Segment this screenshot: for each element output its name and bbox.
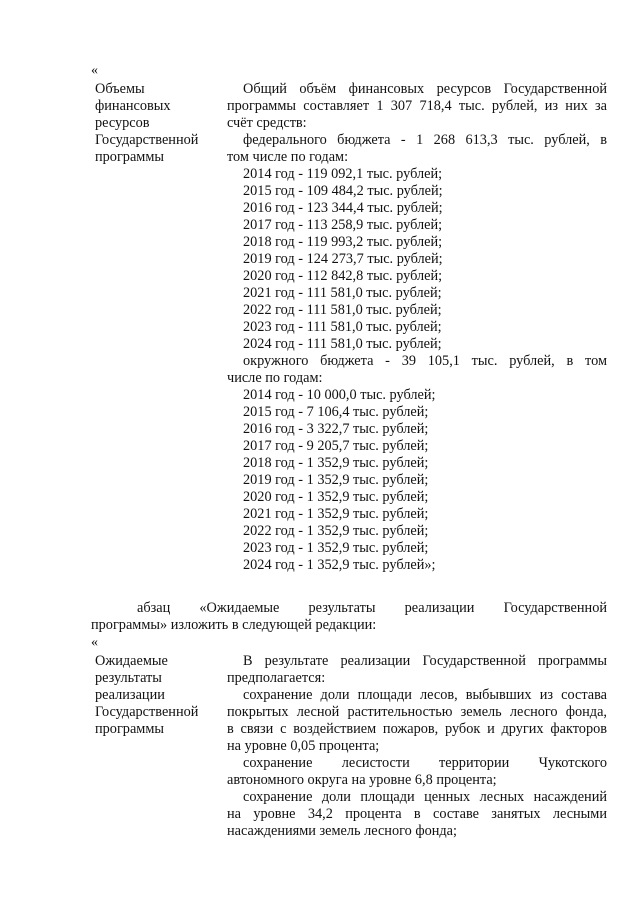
federal-line: том числе по годам:: [227, 149, 349, 165]
label-line: Государственной: [95, 704, 199, 720]
label-line: Ожидаемые: [95, 653, 168, 669]
intro-line: счёт средств:: [227, 115, 307, 131]
instruction-line: абзац «Ожидаемые результаты реализации Государственной: [137, 600, 607, 616]
federal-year: 2016 год - 123 344,4 тыс. рублей;: [243, 200, 443, 216]
result-line: сохранение доли площади лесов, выбывших из состава: [243, 687, 607, 703]
instruction-line: программы» изложить в следующей редакции:: [91, 617, 377, 633]
federal-year: 2021 год - 111 581,0 тыс. рублей;: [243, 285, 442, 301]
okrug-year: 2022 год - 1 352,9 тыс. рублей;: [243, 523, 429, 539]
okrug-year: 2018 год - 1 352,9 тыс. рублей;: [243, 455, 429, 471]
result-line: В результате реализации Государственной программы: [243, 653, 607, 669]
result-line: предполагается:: [227, 670, 326, 686]
result-line: в связи с воздействием пожаров, рубок и других факторов: [227, 721, 607, 737]
result-line: покрытых лесной растительностью земель лесного фонда,: [227, 704, 607, 720]
financing-content: [227, 81, 607, 574]
result-line: автономного округа на уровне 6,8 процента;: [227, 772, 497, 788]
okrug-year: 2014 год - 10 000,0 тыс. рублей;: [243, 387, 436, 403]
federal-line: федерального бюджета - 1 268 613,3 тыс. рублей, в: [243, 132, 607, 148]
federal-year: 2024 год - 111 581,0 тыс. рублей;: [243, 336, 442, 352]
okrug-year: 2023 год - 1 352,9 тыс. рублей;: [243, 540, 429, 556]
open-quote-2: «: [91, 635, 98, 650]
federal-year: 2015 год - 109 484,2 тыс. рублей;: [243, 183, 443, 199]
result-line: сохранение доли площади ценных лесных насаждений: [243, 789, 607, 805]
okrug-year: 2021 год - 1 352,9 тыс. рублей;: [243, 506, 429, 522]
label-line: финансовых: [95, 98, 171, 114]
federal-year: 2018 год - 119 993,2 тыс. рублей;: [243, 234, 443, 250]
federal-year: 2023 год - 111 581,0 тыс. рублей;: [243, 319, 442, 335]
okrug-year: 2019 год - 1 352,9 тыс. рублей;: [243, 472, 429, 488]
instruction-paragraph: [91, 600, 607, 634]
okrug-year: 2017 год - 9 205,7 тыс. рублей;: [243, 438, 429, 454]
federal-year: 2019 год - 124 273,7 тыс. рублей;: [243, 251, 443, 267]
label-line: ресурсов: [95, 115, 150, 131]
okrug-year: 2024 год - 1 352,9 тыс. рублей»;: [243, 557, 436, 573]
federal-year: 2017 год - 113 258,9 тыс. рублей;: [243, 217, 443, 233]
result-line: на уровне 0,05 процента;: [227, 738, 380, 754]
label-line: Объемы: [95, 81, 145, 97]
result-line: насаждениями земель лесного фонда;: [227, 823, 457, 839]
label-line: программы: [95, 721, 165, 737]
label-line: программы: [95, 149, 165, 165]
results-content: [227, 653, 607, 840]
federal-year: 2014 год - 119 092,1 тыс. рублей;: [243, 166, 443, 182]
label-line: Государственной: [95, 132, 199, 148]
okrug-line: окружного бюджета - 39 105,1 тыс. рублей, в том: [243, 353, 607, 369]
label-line: реализации: [95, 687, 165, 703]
open-quote-1: «: [91, 63, 98, 78]
intro-line: программы составляет 1 307 718,4 тыс. рублей, из них за: [227, 98, 607, 114]
federal-year: 2020 год - 112 842,8 тыс. рублей;: [243, 268, 443, 284]
financing-label: [95, 81, 225, 166]
intro-line: Общий объём финансовых ресурсов Государственной: [243, 81, 607, 97]
federal-year: 2022 год - 111 581,0 тыс. рублей;: [243, 302, 442, 318]
result-line: на уровне 34,2 процента в составе занятых лесными: [227, 806, 607, 822]
label-line: результаты: [95, 670, 162, 686]
okrug-year: 2020 год - 1 352,9 тыс. рублей;: [243, 489, 429, 505]
okrug-year: 2015 год - 7 106,4 тыс. рублей;: [243, 404, 429, 420]
okrug-line: числе по годам:: [227, 370, 323, 386]
results-label: [95, 653, 225, 738]
result-line: сохранение лесистости территории Чукотского: [243, 755, 607, 771]
okrug-year: 2016 год - 3 322,7 тыс. рублей;: [243, 421, 429, 437]
